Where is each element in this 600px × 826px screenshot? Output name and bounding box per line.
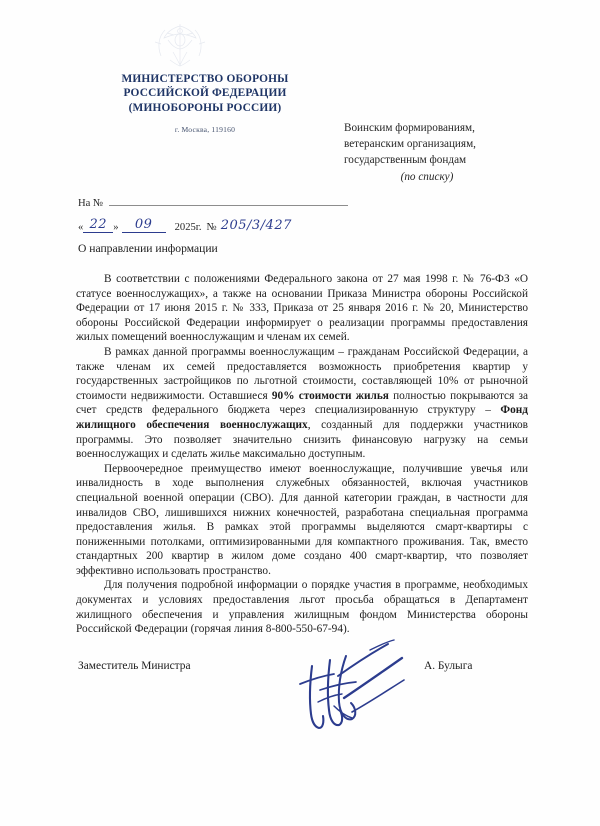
quote-open: « [78,222,84,233]
emphasis-text: 90% стоимости жилья [271,389,389,402]
letterhead-line-1: МИНИСТЕРСТВО ОБОРОНЫ [121,73,289,85]
body-text-run: Первоочередное преимущество имеют военнослужащие, получившие увечья или инвалидность в ходе выполнения служебных обязанностей, включая участников специальной военной операции (СВО). Для данной категории граждан, в частности для инвалидов СВО, лишившихся нижних конечностей, разработана специальная программа предоставления жилья. В рамках этой программы выделяются смарт-квартиры с пониженными потолками, оптимизированными для компактного проживания. Так, вместо стандартных 200 квартир в жилом доме создано 400 смарт-квартир, что позволяет эффективно использовать пространство. [76,462,528,577]
registration-number: 205/3/427 [220,218,292,233]
body-paragraph [76,578,528,636]
letterhead-city: г. Москва, 119160 [174,125,236,135]
emphasis-text: Фонд жилищного обеспечения военнослужащих [76,404,528,431]
reference-incoming-row [78,194,348,209]
body-text-run: В рамках данной программы военнослужащим – гражданам Российской Федерации, а также членам их семей предоставляется возможность приобретения квартир у государственных застройщиков по льготной стоимости, составляющей 10% от рыночной стоимости недвижимости. Оставшиеся [76,345,528,402]
reference-block [78,194,348,233]
registration-day: 22 [83,217,113,233]
reference-rule [109,204,348,206]
body-text-run: полностью покрываются за счет средств федерального бюджета через специализированную структуру – [76,389,528,417]
signer-name: А. Булыга [424,660,473,672]
letterhead-line-3: (МИНОБОРОНЫ РОССИИ) [128,101,282,114]
body-text-run: , созданный для поддержки участников программы. Это позволяет значительно снизить финансовую нагрузку на семьи военнослужащих и сделать жилье максимально доступным. [76,418,529,461]
addressee-line-3: государственным фондам [344,154,467,167]
body-paragraph [76,462,528,579]
coat-of-arms-emblem-icon [137,18,223,72]
registration-row [78,216,348,233]
document-body [76,272,528,637]
letterhead-line-2: РОССИЙСКОЙ ФЕДЕРАЦИИ [123,87,287,100]
number-sign: № [206,222,217,233]
body-text-run: В соответствии с положениями Федерального закона от 27 мая 1998 г. № 76-ФЗ «О статусе военнослужащих», а также на основании Приказа Министра обороны Российской Федерации от 17 июня 2015 г. № 333, Приказа от 25 января 2016 г. № 20, Министерство обороны Российской Федерации информирует о реализации программы предоставления жилых помещений военнослужащим и членам их семей. [76,273,528,344]
body-paragraph [76,345,528,462]
addressee-line-2: ветеранским организациям, [344,138,476,151]
signer-title: Заместитель Министра [78,660,191,672]
addressee-note: (по списку) [400,170,454,183]
body-text-run: Для получения подробной информации о порядке участия в программе, необходимых документах и условиях предоставления льгот просьба обращаться в Департамент жилищного обеспечения и управления жилищным фондом Министерства обороны Российской Федерации (горячая линия 8-800-550-67-94). [76,579,528,636]
letterhead [60,72,350,134]
addressee-block [344,120,564,185]
addressee-line-1: Воинским формированиям, [344,122,475,134]
quote-close: » [113,222,119,233]
document-subject: О направлении информации [78,242,218,255]
registration-year: 2025г. [174,222,202,233]
body-paragraph [76,272,528,345]
registration-month: 09 [122,217,166,233]
handwritten-signature-mark [282,636,432,744]
reference-label: На № [78,198,104,209]
